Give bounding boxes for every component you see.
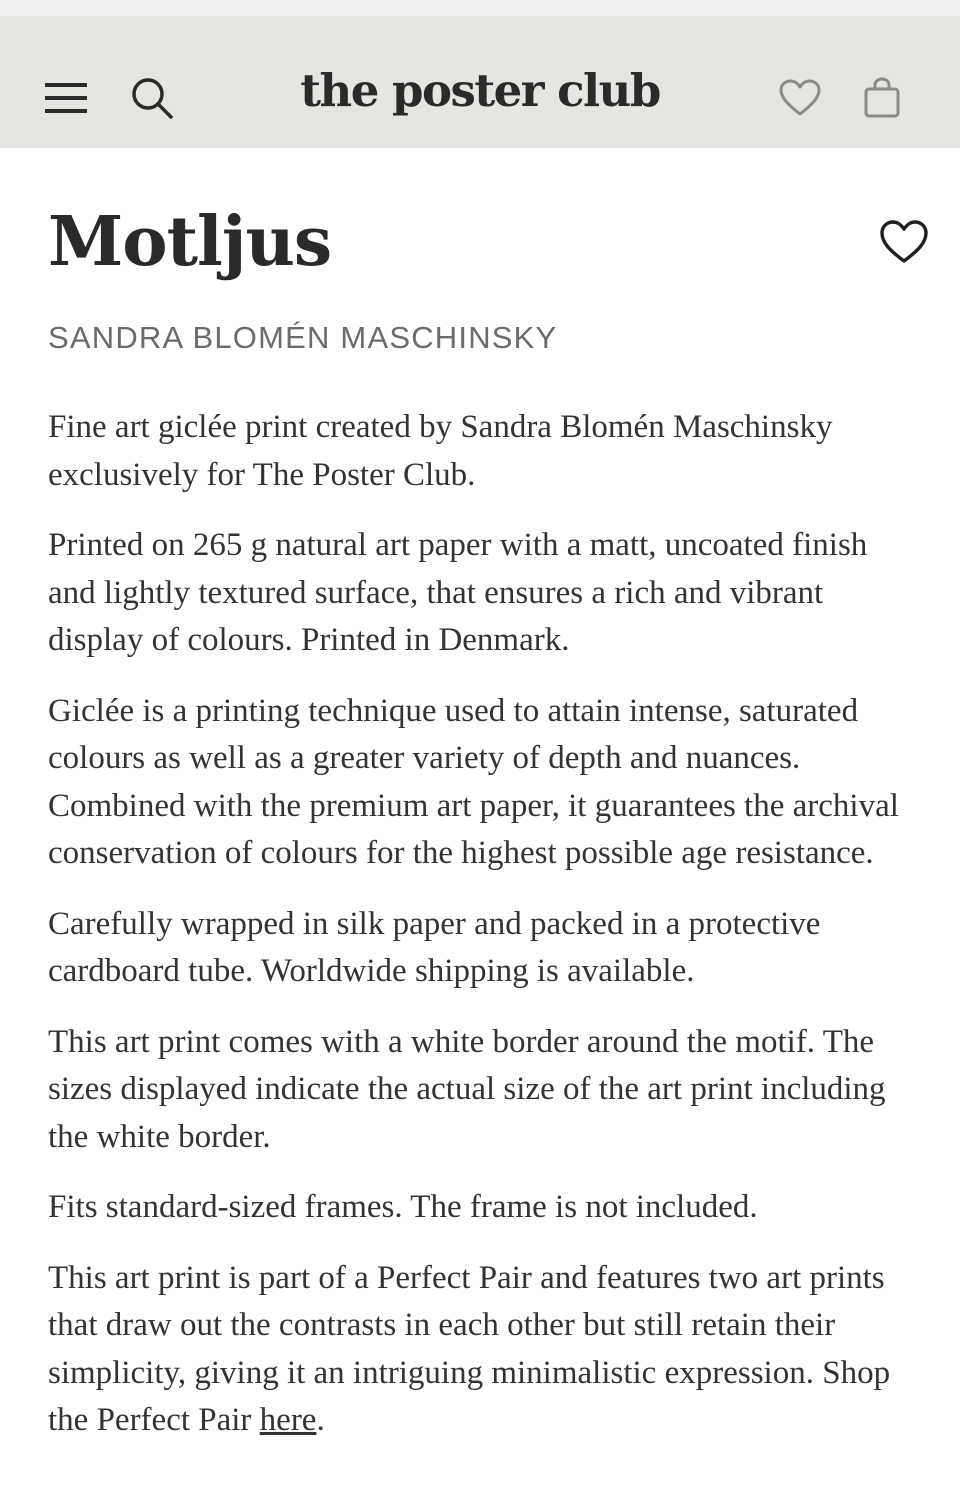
description-paragraph: This art print comes with a white border around the motif. The sizes displayed indicate the actual size of the art print including the white border. (48, 1023, 886, 1155)
perfect-pair-paragraph (48, 1255, 912, 1445)
description-paragraph: Carefully wrapped in silk paper and packed in a protective cardboard tube. Worldwide shipping is available. (48, 905, 821, 989)
description-paragraph: Giclée is a printing technique used to attain intense, saturated colours as well as a greater variety of depth and nuances. Combined with the premium art paper, it guarantees the archival conservation of colours for the highest possible age resistance. (48, 692, 899, 871)
heart-icon (779, 79, 821, 117)
site-header (0, 16, 960, 148)
status-strip (0, 0, 960, 16)
site-logo[interactable]: the poster club (300, 64, 660, 117)
product-title: Motljus (48, 202, 332, 282)
heart-outline-icon (879, 219, 929, 265)
wishlist-button[interactable] (776, 74, 824, 122)
artist-name[interactable]: SANDRA BLOMÉN MASCHINSKY (48, 320, 558, 355)
favorite-button[interactable] (876, 216, 932, 268)
perfect-pair-end: . (316, 1402, 325, 1438)
perfect-pair-link[interactable]: here (259, 1402, 317, 1438)
bag-icon (862, 77, 902, 119)
description-paragraph: Fits standard-sized frames. The frame is not included. (48, 1189, 758, 1225)
cart-button[interactable] (858, 74, 906, 122)
description-paragraph: Printed on 265 g natural art paper with a matt, uncoated finish and lightly textured surface, that ensures a rich and vibrant display of colours. Printed in Denmark. (48, 527, 868, 658)
description-paragraph: Fine art giclée print created by Sandra Blomén Maschinsky exclusively for The Poster Club. (48, 409, 833, 493)
product-description (48, 404, 912, 1445)
perfect-pair-text: This art print is part of a Perfect Pair and features two art prints that draw out the contrasts in each other but still retain their simplicity, giving it an intriguing minimalistic expression. Shop the Perfect Pair (48, 1259, 891, 1438)
product-info (0, 148, 960, 1445)
